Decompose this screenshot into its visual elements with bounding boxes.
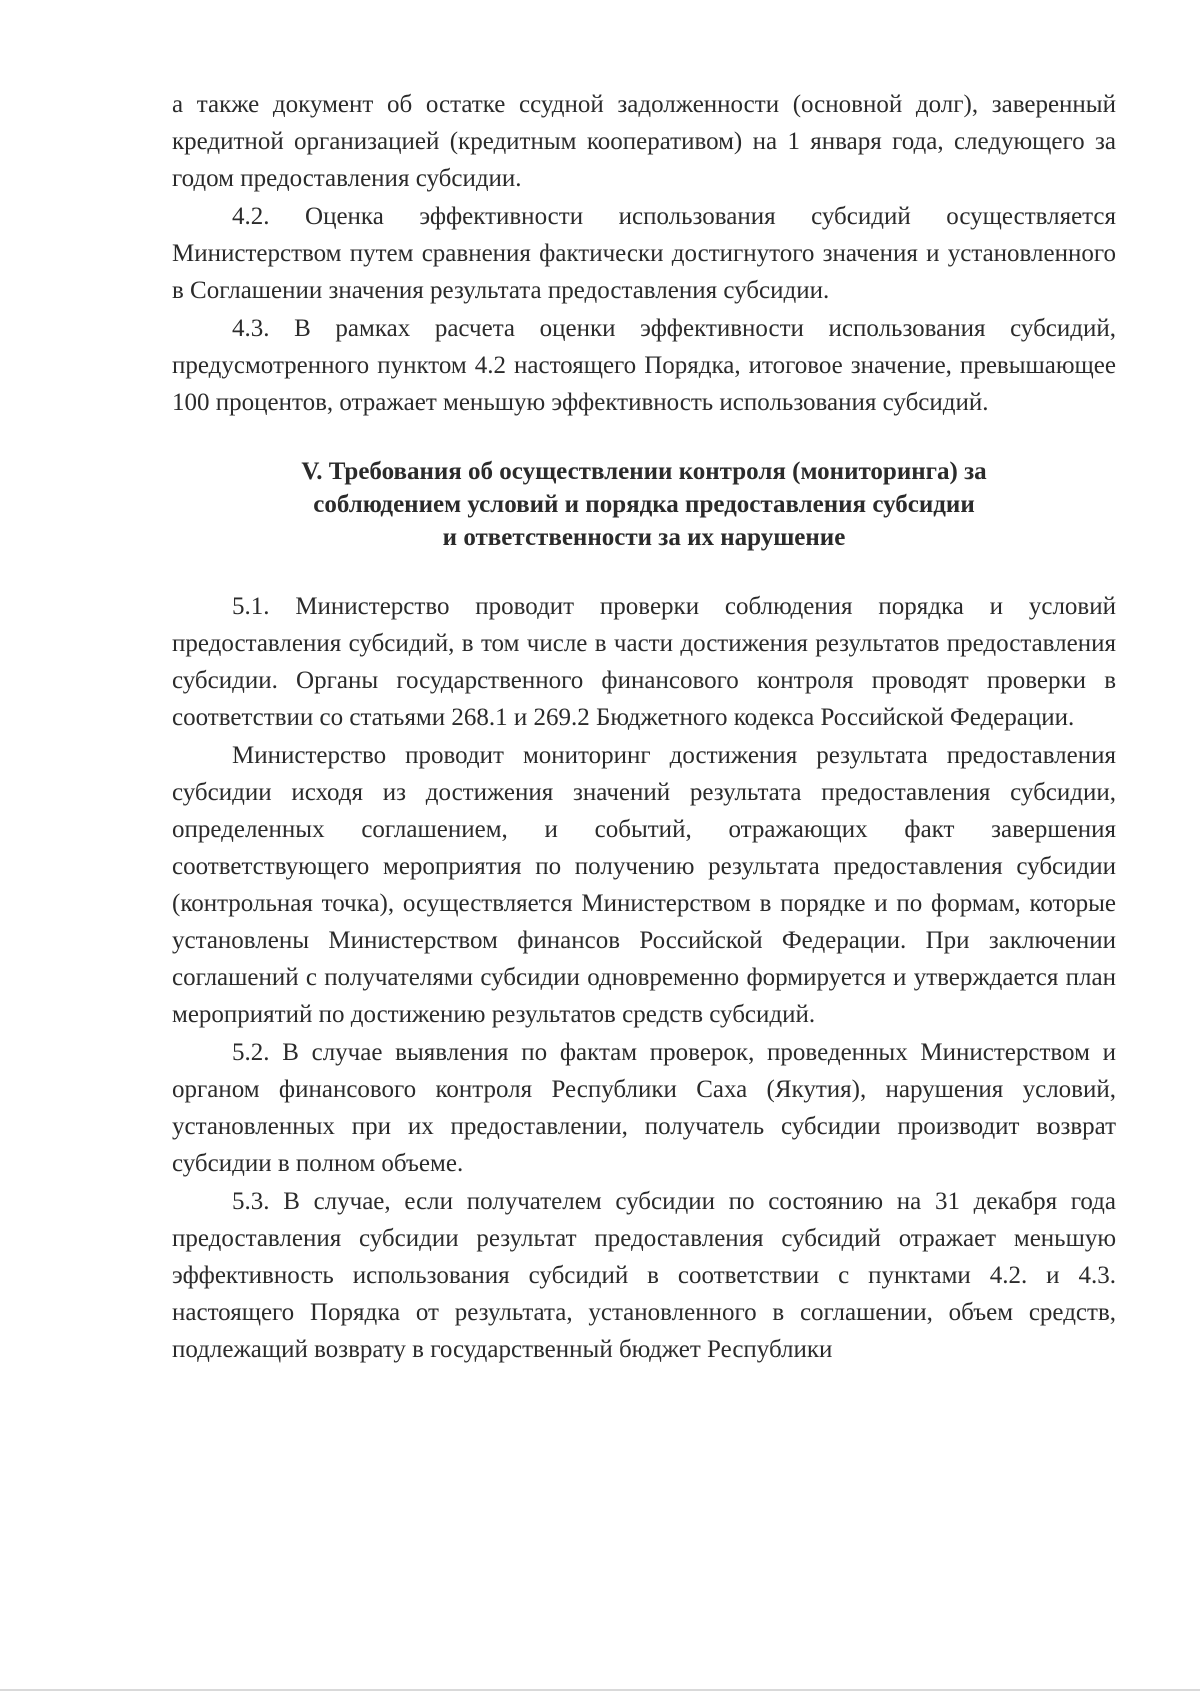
section-5-heading-line-3: и ответственности за их нарушение [442,524,846,551]
section-5-heading-line-2: соблюдением условий и порядка предоставления субсидии [313,491,975,518]
section-5-heading [172,455,1116,554]
paragraph-4-1-continuation: а также документ об остатке ссудной задолженности (основной долг), заверенный кредитной организацией (кредитным кооперативом) на 1 января года, следующего за годом предоставления субсидии. [172,91,1116,192]
page-bottom-divider [0,1689,1200,1691]
paragraph-4-2: 4.2. Оценка эффективности использования субсидий осуществляется Министерством путем сравнения фактически достигнутого значения и установленного в Соглашении значения результата предоставления субсидии. [172,203,1116,304]
paragraph-5-2: 5.2. В случае выявления по фактам проверок, проведенных Министерством и органом финансового контроля Республики Саха (Якутия), нарушения условий, установленных при их предоставлении, получатель субсидии производит возврат субсидии в полном объеме. [172,1039,1116,1177]
document-body [172,86,1116,1369]
section-5-heading-line-1: V. Требования об осуществлении контроля (мониторинга) за [301,458,987,485]
paragraph-4-3: 4.3. В рамках расчета оценки эффективности использования субсидий, предусмотренного пунктом 4.2 настоящего Порядка, итоговое значение, превышающее 100 процентов, отражает меньшую эффективность использования субсидий. [172,315,1116,416]
paragraph-monitoring: Министерство проводит мониторинг достижения результата предоставления субсидии исходя из достижения значений результата предоставления субсидии, определенных соглашением, и событий, отражающих факт завершения соответствующего мероприятия по получению результата предоставления субсидии (контрольная точка), осуществляется Министерством в порядке и по формам, которые установлены Министерством финансов Российской Федерации. При заключении соглашений с получателями субсидии одновременно формируется и утверждается план мероприятий по достижению результатов средств субсидий. [172,742,1116,1028]
paragraph-5-3: 5.3. В случае, если получателем субсидии по состоянию на 31 декабря года предоставления субсидии результат предоставления субсидий отражает меньшую эффективность использования субсидий в соответствии с пунктами 4.2. и 4.3. настоящего Порядка от результата, установленного в соглашении, объем средств, подлежащий возврату в государственный бюджет Республики [172,1188,1116,1363]
paragraph-5-1: 5.1. Министерство проводит проверки соблюдения порядка и условий предоставления субсидий, в том числе в части достижения результатов предоставления субсидии. Органы государственного финансового контроля проводят проверки в соответствии со статьями 268.1 и 269.2 Бюджетного кодекса Российской Федерации. [172,593,1116,731]
